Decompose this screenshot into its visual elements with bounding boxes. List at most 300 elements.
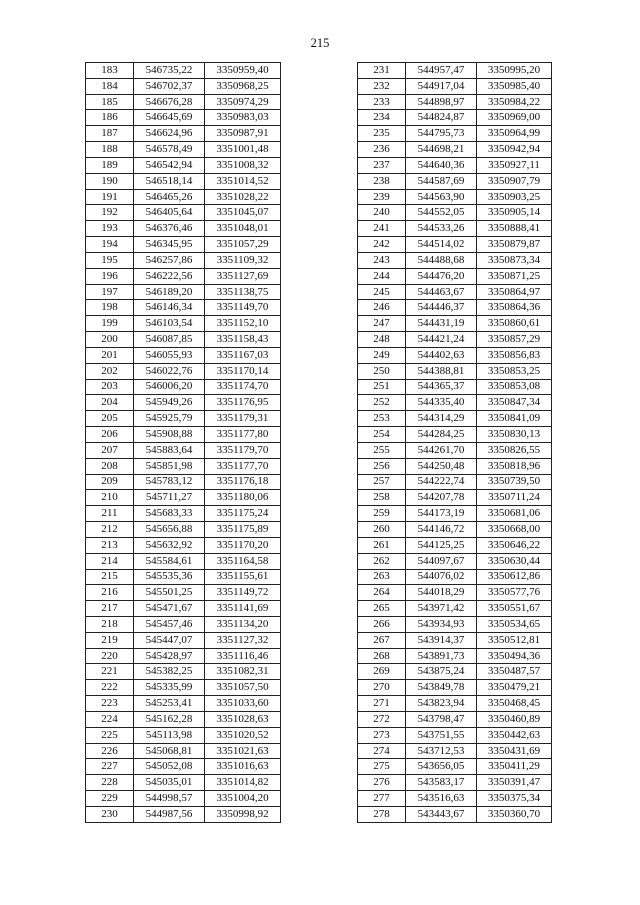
- table-row: [86, 522, 281, 538]
- table-row: [86, 300, 281, 316]
- y-coordinate-cell: 3350534,65: [477, 616, 552, 632]
- y-coordinate-cell: 3351164,58: [205, 553, 281, 569]
- x-coordinate-cell: 546055,93: [134, 347, 205, 363]
- y-coordinate-cell: 3351167,03: [205, 347, 281, 363]
- point-number-cell: 184: [86, 78, 134, 94]
- y-coordinate-cell: 3350630,44: [477, 553, 552, 569]
- x-coordinate-cell: 546676,28: [134, 94, 205, 110]
- table-row: [358, 142, 552, 158]
- x-coordinate-cell: 544824,87: [406, 110, 477, 126]
- point-number-cell: 194: [86, 237, 134, 253]
- point-number-cell: 260: [358, 522, 406, 538]
- y-coordinate-cell: 3350826,55: [477, 442, 552, 458]
- point-number-cell: 216: [86, 585, 134, 601]
- table-row: [358, 806, 552, 822]
- x-coordinate-cell: 545851,98: [134, 458, 205, 474]
- table-row: [86, 458, 281, 474]
- table-row: [358, 205, 552, 221]
- table-row: [86, 411, 281, 427]
- x-coordinate-cell: 545584,61: [134, 553, 205, 569]
- table-row: [86, 680, 281, 696]
- x-coordinate-cell: 544957,47: [406, 63, 477, 79]
- x-coordinate-cell: 544250,48: [406, 458, 477, 474]
- point-number-cell: 239: [358, 189, 406, 205]
- table-row: [86, 427, 281, 443]
- y-coordinate-cell: 3351149,72: [205, 585, 281, 601]
- x-coordinate-cell: 544261,70: [406, 442, 477, 458]
- point-number-cell: 270: [358, 680, 406, 696]
- x-coordinate-cell: 545457,46: [134, 616, 205, 632]
- point-number-cell: 248: [358, 332, 406, 348]
- y-coordinate-cell: 3350903,25: [477, 189, 552, 205]
- y-coordinate-cell: 3350985,40: [477, 78, 552, 94]
- y-coordinate-cell: 3351014,82: [205, 775, 281, 791]
- point-number-cell: 231: [358, 63, 406, 79]
- y-coordinate-cell: 3350739,50: [477, 474, 552, 490]
- point-number-cell: 261: [358, 537, 406, 553]
- table-row: [86, 94, 281, 110]
- x-coordinate-cell: 545068,81: [134, 743, 205, 759]
- point-number-cell: 238: [358, 173, 406, 189]
- table-row: [358, 743, 552, 759]
- x-coordinate-cell: 543891,73: [406, 648, 477, 664]
- point-number-cell: 229: [86, 791, 134, 807]
- table-row: [86, 110, 281, 126]
- y-coordinate-cell: 3350841,09: [477, 411, 552, 427]
- point-number-cell: 246: [358, 300, 406, 316]
- point-number-cell: 190: [86, 173, 134, 189]
- y-coordinate-cell: 3350668,00: [477, 522, 552, 538]
- table-row: [358, 221, 552, 237]
- table-row: [358, 775, 552, 791]
- point-number-cell: 191: [86, 189, 134, 205]
- table-row: [86, 553, 281, 569]
- x-coordinate-cell: 544076,02: [406, 569, 477, 585]
- y-coordinate-cell: 3350987,91: [205, 126, 281, 142]
- point-number-cell: 251: [358, 379, 406, 395]
- table-row: [86, 157, 281, 173]
- y-coordinate-cell: 3350860,61: [477, 316, 552, 332]
- point-number-cell: 274: [358, 743, 406, 759]
- point-number-cell: 211: [86, 506, 134, 522]
- table-row: [86, 791, 281, 807]
- table-row: [358, 569, 552, 585]
- table-row: [358, 268, 552, 284]
- point-number-cell: 249: [358, 347, 406, 363]
- point-number-cell: 230: [86, 806, 134, 822]
- y-coordinate-cell: 3350984,22: [477, 94, 552, 110]
- point-number-cell: 197: [86, 284, 134, 300]
- x-coordinate-cell: 546702,37: [134, 78, 205, 94]
- y-coordinate-cell: 3350646,22: [477, 537, 552, 553]
- table-row: [358, 411, 552, 427]
- table-row: [358, 237, 552, 253]
- table-row: [358, 427, 552, 443]
- x-coordinate-cell: 545925,79: [134, 411, 205, 427]
- x-coordinate-cell: 546146,34: [134, 300, 205, 316]
- x-coordinate-cell: 546405,64: [134, 205, 205, 221]
- table-row: [86, 142, 281, 158]
- point-number-cell: 214: [86, 553, 134, 569]
- x-coordinate-cell: 544552,05: [406, 205, 477, 221]
- x-coordinate-cell: 543823,94: [406, 696, 477, 712]
- x-coordinate-cell: 545711,27: [134, 490, 205, 506]
- y-coordinate-cell: 3350830,13: [477, 427, 552, 443]
- point-number-cell: 241: [358, 221, 406, 237]
- coordinates-table-right: [357, 62, 552, 823]
- x-coordinate-cell: 543516,63: [406, 791, 477, 807]
- table-row: [358, 648, 552, 664]
- table-row: [358, 363, 552, 379]
- table-row: [358, 157, 552, 173]
- table-row: [358, 791, 552, 807]
- y-coordinate-cell: 3351014,52: [205, 173, 281, 189]
- point-number-cell: 250: [358, 363, 406, 379]
- y-coordinate-cell: 3350969,00: [477, 110, 552, 126]
- point-number-cell: 202: [86, 363, 134, 379]
- y-coordinate-cell: 3351048,01: [205, 221, 281, 237]
- table-row: [358, 173, 552, 189]
- point-number-cell: 221: [86, 664, 134, 680]
- x-coordinate-cell: 546222,56: [134, 268, 205, 284]
- x-coordinate-cell: 543849,78: [406, 680, 477, 696]
- table-row: [358, 284, 552, 300]
- table-row: [86, 601, 281, 617]
- x-coordinate-cell: 546022,76: [134, 363, 205, 379]
- y-coordinate-cell: 3350871,25: [477, 268, 552, 284]
- x-coordinate-cell: 546376,46: [134, 221, 205, 237]
- y-coordinate-cell: 3351138,75: [205, 284, 281, 300]
- y-coordinate-cell: 3351004,20: [205, 791, 281, 807]
- x-coordinate-cell: 546735,22: [134, 63, 205, 79]
- point-number-cell: 267: [358, 632, 406, 648]
- table-row: [358, 78, 552, 94]
- point-number-cell: 186: [86, 110, 134, 126]
- point-number-cell: 262: [358, 553, 406, 569]
- y-coordinate-cell: 3351175,24: [205, 506, 281, 522]
- y-coordinate-cell: 3350856,83: [477, 347, 552, 363]
- x-coordinate-cell: 544917,04: [406, 78, 477, 94]
- x-coordinate-cell: 545035,01: [134, 775, 205, 791]
- table-row: [86, 759, 281, 775]
- point-number-cell: 220: [86, 648, 134, 664]
- table-row: [86, 696, 281, 712]
- table-row: [86, 616, 281, 632]
- table-row: [86, 727, 281, 743]
- point-number-cell: 209: [86, 474, 134, 490]
- table-row: [86, 173, 281, 189]
- y-coordinate-cell: 3350959,40: [205, 63, 281, 79]
- table-row: [86, 221, 281, 237]
- point-number-cell: 222: [86, 680, 134, 696]
- x-coordinate-cell: 544222,74: [406, 474, 477, 490]
- x-coordinate-cell: 546257,86: [134, 252, 205, 268]
- table-row: [358, 458, 552, 474]
- y-coordinate-cell: 3351127,69: [205, 268, 281, 284]
- x-coordinate-cell: 545428,97: [134, 648, 205, 664]
- point-number-cell: 233: [358, 94, 406, 110]
- y-coordinate-cell: 3350873,34: [477, 252, 552, 268]
- y-coordinate-cell: 3351170,20: [205, 537, 281, 553]
- point-number-cell: 273: [358, 727, 406, 743]
- x-coordinate-cell: 544125,25: [406, 537, 477, 553]
- point-number-cell: 210: [86, 490, 134, 506]
- y-coordinate-cell: 3351008,32: [205, 157, 281, 173]
- table-row: [358, 252, 552, 268]
- table-row: [358, 395, 552, 411]
- y-coordinate-cell: 3351057,50: [205, 680, 281, 696]
- point-number-cell: 206: [86, 427, 134, 443]
- point-number-cell: 253: [358, 411, 406, 427]
- table-row: [86, 395, 281, 411]
- table-row: [358, 585, 552, 601]
- table-row: [86, 648, 281, 664]
- table-row: [358, 94, 552, 110]
- table-row: [358, 347, 552, 363]
- y-coordinate-cell: 3351174,70: [205, 379, 281, 395]
- point-number-cell: 244: [358, 268, 406, 284]
- y-coordinate-cell: 3351179,70: [205, 442, 281, 458]
- y-coordinate-cell: 3351149,70: [205, 300, 281, 316]
- x-coordinate-cell: 545949,26: [134, 395, 205, 411]
- y-coordinate-cell: 3350431,69: [477, 743, 552, 759]
- table-row: [358, 442, 552, 458]
- x-coordinate-cell: 544533,26: [406, 221, 477, 237]
- x-coordinate-cell: 545501,25: [134, 585, 205, 601]
- y-coordinate-cell: 3350974,29: [205, 94, 281, 110]
- x-coordinate-cell: 544587,69: [406, 173, 477, 189]
- point-number-cell: 192: [86, 205, 134, 221]
- y-coordinate-cell: 3350964,99: [477, 126, 552, 142]
- table-row: [86, 711, 281, 727]
- table-row: [86, 632, 281, 648]
- y-coordinate-cell: 3350479,21: [477, 680, 552, 696]
- y-coordinate-cell: 3350818,96: [477, 458, 552, 474]
- table-row: [358, 680, 552, 696]
- point-number-cell: 213: [86, 537, 134, 553]
- x-coordinate-cell: 545656,88: [134, 522, 205, 538]
- y-coordinate-cell: 3351177,80: [205, 427, 281, 443]
- y-coordinate-cell: 3350460,89: [477, 711, 552, 727]
- x-coordinate-cell: 546103,54: [134, 316, 205, 332]
- point-number-cell: 240: [358, 205, 406, 221]
- table-row: [86, 775, 281, 791]
- x-coordinate-cell: 545052,08: [134, 759, 205, 775]
- x-coordinate-cell: 544795,73: [406, 126, 477, 142]
- point-number-cell: 263: [358, 569, 406, 585]
- y-coordinate-cell: 3350888,41: [477, 221, 552, 237]
- y-coordinate-cell: 3351057,29: [205, 237, 281, 253]
- table-row: [358, 696, 552, 712]
- x-coordinate-cell: 543934,93: [406, 616, 477, 632]
- table-row: [358, 711, 552, 727]
- y-coordinate-cell: 3350442,63: [477, 727, 552, 743]
- table-row: [358, 332, 552, 348]
- y-coordinate-cell: 3350468,45: [477, 696, 552, 712]
- x-coordinate-cell: 544514,02: [406, 237, 477, 253]
- point-number-cell: 217: [86, 601, 134, 617]
- x-coordinate-cell: 544097,67: [406, 553, 477, 569]
- table-row: [358, 616, 552, 632]
- y-coordinate-cell: 3351141,69: [205, 601, 281, 617]
- x-coordinate-cell: 544446,37: [406, 300, 477, 316]
- x-coordinate-cell: 545447,07: [134, 632, 205, 648]
- y-coordinate-cell: 3351028,22: [205, 189, 281, 205]
- x-coordinate-cell: 545471,67: [134, 601, 205, 617]
- y-coordinate-cell: 3350512,81: [477, 632, 552, 648]
- x-coordinate-cell: 546006,20: [134, 379, 205, 395]
- x-coordinate-cell: 543875,24: [406, 664, 477, 680]
- table-row: [358, 189, 552, 205]
- y-coordinate-cell: 3351152,10: [205, 316, 281, 332]
- x-coordinate-cell: 546345,95: [134, 237, 205, 253]
- point-number-cell: 236: [358, 142, 406, 158]
- point-number-cell: 256: [358, 458, 406, 474]
- point-number-cell: 225: [86, 727, 134, 743]
- table-row: [86, 332, 281, 348]
- y-coordinate-cell: 3350577,76: [477, 585, 552, 601]
- y-coordinate-cell: 3350968,25: [205, 78, 281, 94]
- y-coordinate-cell: 3350612,86: [477, 569, 552, 585]
- x-coordinate-cell: 544314,29: [406, 411, 477, 427]
- point-number-cell: 242: [358, 237, 406, 253]
- point-number-cell: 188: [86, 142, 134, 158]
- table-row: [358, 379, 552, 395]
- y-coordinate-cell: 3350879,87: [477, 237, 552, 253]
- x-coordinate-cell: 546542,94: [134, 157, 205, 173]
- table-row: [358, 506, 552, 522]
- x-coordinate-cell: 544476,20: [406, 268, 477, 284]
- table-row: [358, 601, 552, 617]
- table-row: [86, 252, 281, 268]
- point-number-cell: 255: [358, 442, 406, 458]
- table-row: [86, 189, 281, 205]
- table-row: [86, 537, 281, 553]
- page-number: 215: [310, 36, 330, 50]
- point-number-cell: 198: [86, 300, 134, 316]
- point-number-cell: 189: [86, 157, 134, 173]
- x-coordinate-cell: 544284,25: [406, 427, 477, 443]
- x-coordinate-cell: 544335,40: [406, 395, 477, 411]
- x-coordinate-cell: 544488,68: [406, 252, 477, 268]
- point-number-cell: 203: [86, 379, 134, 395]
- table-row: [86, 806, 281, 822]
- table-row: [358, 632, 552, 648]
- x-coordinate-cell: 545162,28: [134, 711, 205, 727]
- point-number-cell: 258: [358, 490, 406, 506]
- point-number-cell: 235: [358, 126, 406, 142]
- x-coordinate-cell: 545253,41: [134, 696, 205, 712]
- x-coordinate-cell: 545113,98: [134, 727, 205, 743]
- y-coordinate-cell: 3351158,43: [205, 332, 281, 348]
- table-row: [86, 569, 281, 585]
- y-coordinate-cell: 3351001,48: [205, 142, 281, 158]
- x-coordinate-cell: 544018,29: [406, 585, 477, 601]
- point-number-cell: 228: [86, 775, 134, 791]
- y-coordinate-cell: 3350391,47: [477, 775, 552, 791]
- point-number-cell: 268: [358, 648, 406, 664]
- point-number-cell: 245: [358, 284, 406, 300]
- x-coordinate-cell: 544365,37: [406, 379, 477, 395]
- point-number-cell: 195: [86, 252, 134, 268]
- x-coordinate-cell: 544987,56: [134, 806, 205, 822]
- x-coordinate-cell: 543583,17: [406, 775, 477, 791]
- point-number-cell: 226: [86, 743, 134, 759]
- coordinates-table-left: [85, 62, 281, 823]
- y-coordinate-cell: 3350983,03: [205, 110, 281, 126]
- point-number-cell: 247: [358, 316, 406, 332]
- y-coordinate-cell: 3351127,32: [205, 632, 281, 648]
- point-number-cell: 276: [358, 775, 406, 791]
- y-coordinate-cell: 3351177,70: [205, 458, 281, 474]
- x-coordinate-cell: 545683,33: [134, 506, 205, 522]
- x-coordinate-cell: 543971,42: [406, 601, 477, 617]
- point-number-cell: 205: [86, 411, 134, 427]
- x-coordinate-cell: 544402,63: [406, 347, 477, 363]
- point-number-cell: 277: [358, 791, 406, 807]
- point-number-cell: 254: [358, 427, 406, 443]
- y-coordinate-cell: 3350711,24: [477, 490, 552, 506]
- table-row: [86, 205, 281, 221]
- x-coordinate-cell: 543656,05: [406, 759, 477, 775]
- x-coordinate-cell: 544563,90: [406, 189, 477, 205]
- x-coordinate-cell: 543798,47: [406, 711, 477, 727]
- y-coordinate-cell: 3351180,06: [205, 490, 281, 506]
- table-row: [86, 126, 281, 142]
- y-coordinate-cell: 3350942,94: [477, 142, 552, 158]
- table-row: [358, 522, 552, 538]
- x-coordinate-cell: 546189,20: [134, 284, 205, 300]
- x-coordinate-cell: 544207,78: [406, 490, 477, 506]
- y-coordinate-cell: 3351016,63: [205, 759, 281, 775]
- y-coordinate-cell: 3350995,20: [477, 63, 552, 79]
- x-coordinate-cell: 545382,25: [134, 664, 205, 680]
- y-coordinate-cell: 3351176,95: [205, 395, 281, 411]
- table-row: [86, 316, 281, 332]
- point-number-cell: 208: [86, 458, 134, 474]
- y-coordinate-cell: 3350905,14: [477, 205, 552, 221]
- y-coordinate-cell: 3350853,08: [477, 379, 552, 395]
- x-coordinate-cell: 544146,72: [406, 522, 477, 538]
- table-row: [86, 63, 281, 79]
- point-number-cell: 201: [86, 347, 134, 363]
- y-coordinate-cell: 3351028,63: [205, 711, 281, 727]
- y-coordinate-cell: 3351179,31: [205, 411, 281, 427]
- y-coordinate-cell: 3351020,52: [205, 727, 281, 743]
- point-number-cell: 243: [358, 252, 406, 268]
- y-coordinate-cell: 3351155,61: [205, 569, 281, 585]
- x-coordinate-cell: 545335,99: [134, 680, 205, 696]
- y-coordinate-cell: 3350907,79: [477, 173, 552, 189]
- point-number-cell: 272: [358, 711, 406, 727]
- x-coordinate-cell: 543751,55: [406, 727, 477, 743]
- table-row: [86, 743, 281, 759]
- table-row: [86, 284, 281, 300]
- x-coordinate-cell: 545535,36: [134, 569, 205, 585]
- x-coordinate-cell: 543443,67: [406, 806, 477, 822]
- point-number-cell: 257: [358, 474, 406, 490]
- point-number-cell: 278: [358, 806, 406, 822]
- point-number-cell: 264: [358, 585, 406, 601]
- point-number-cell: 212: [86, 522, 134, 538]
- y-coordinate-cell: 3350360,70: [477, 806, 552, 822]
- table-row: [358, 126, 552, 142]
- y-coordinate-cell: 3351170,14: [205, 363, 281, 379]
- x-coordinate-cell: 546465,26: [134, 189, 205, 205]
- table-row: [358, 474, 552, 490]
- x-coordinate-cell: 543914,37: [406, 632, 477, 648]
- point-number-cell: 187: [86, 126, 134, 142]
